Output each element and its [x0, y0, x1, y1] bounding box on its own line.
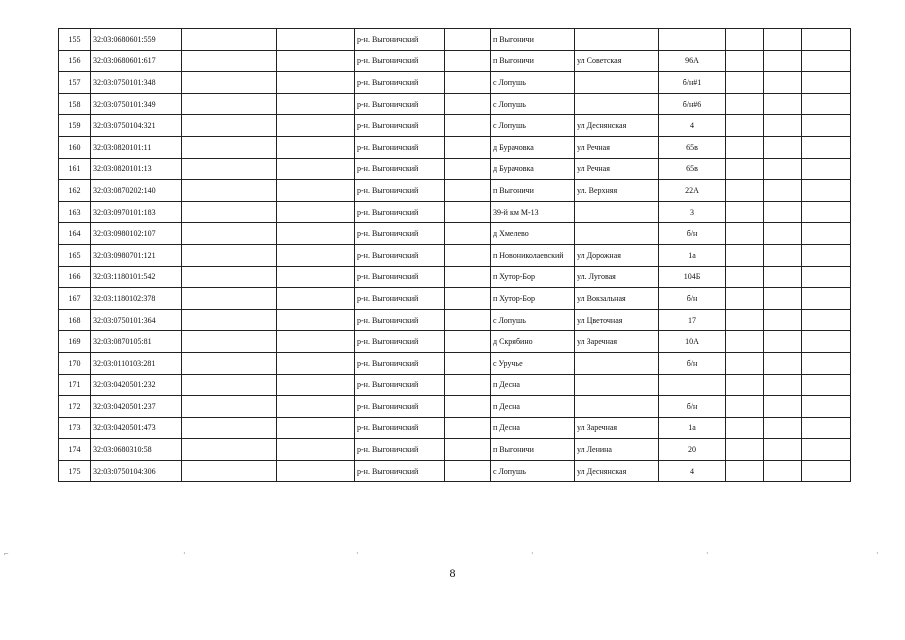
table-row	[59, 417, 851, 439]
scan-speck: ·	[183, 549, 186, 558]
row-number-cell: 169	[59, 331, 91, 353]
empty-cell	[277, 201, 355, 223]
row-number-cell: 171	[59, 374, 91, 396]
cadastral-number-cell: 32:03:0980701:121	[91, 244, 182, 266]
cadastral-number-cell: 32:03:0420501:237	[91, 396, 182, 418]
empty-cell	[726, 460, 764, 482]
empty-cell	[726, 93, 764, 115]
settlement-cell: п Выгоничи	[491, 180, 575, 202]
settlement-cell: с Уручье	[491, 352, 575, 374]
house-number-cell: 1а	[659, 244, 726, 266]
empty-cell	[182, 136, 277, 158]
district-cell: р-н. Выгоничский	[355, 158, 445, 180]
empty-cell	[277, 309, 355, 331]
empty-cell	[764, 439, 802, 461]
settlement-cell: п Выгоничи	[491, 439, 575, 461]
scan-speck: ·	[706, 549, 709, 558]
district-cell: р-н. Выгоничский	[355, 223, 445, 245]
empty-cell	[726, 50, 764, 72]
district-cell: р-н. Выгоничский	[355, 309, 445, 331]
street-cell	[575, 29, 659, 51]
settlement-cell: с Лопушь	[491, 309, 575, 331]
row-number-cell: 168	[59, 309, 91, 331]
street-cell: ул Речная	[575, 158, 659, 180]
table-row	[59, 72, 851, 94]
cadastral-number-cell: 32:03:0750101:364	[91, 309, 182, 331]
district-cell: р-н. Выгоничский	[355, 460, 445, 482]
settlement-cell: п Выгоничи	[491, 29, 575, 51]
cadastral-number-cell: 32:03:1180102:378	[91, 288, 182, 310]
empty-cell	[445, 180, 491, 202]
street-cell: ул Дорожная	[575, 244, 659, 266]
empty-cell	[277, 460, 355, 482]
cadastral-number-cell: 32:03:0420501:473	[91, 417, 182, 439]
street-cell	[575, 374, 659, 396]
table-row	[59, 93, 851, 115]
house-number-cell: б/н#1	[659, 72, 726, 94]
empty-cell	[764, 460, 802, 482]
house-number-cell: 65в	[659, 136, 726, 158]
empty-cell	[726, 352, 764, 374]
empty-cell	[802, 352, 851, 374]
cadastral-number-cell: 32:03:0820101:11	[91, 136, 182, 158]
empty-cell	[277, 115, 355, 137]
empty-cell	[726, 223, 764, 245]
empty-cell	[182, 72, 277, 94]
empty-cell	[445, 50, 491, 72]
empty-cell	[802, 50, 851, 72]
empty-cell	[726, 309, 764, 331]
row-number-cell: 167	[59, 288, 91, 310]
empty-cell	[802, 201, 851, 223]
empty-cell	[764, 396, 802, 418]
cadastral-number-cell: 32:03:0820101:13	[91, 158, 182, 180]
empty-cell	[726, 180, 764, 202]
empty-cell	[726, 244, 764, 266]
empty-cell	[182, 309, 277, 331]
empty-cell	[277, 244, 355, 266]
empty-cell	[445, 374, 491, 396]
cadastral-number-cell: 32:03:0420501:232	[91, 374, 182, 396]
empty-cell	[802, 158, 851, 180]
empty-cell	[277, 158, 355, 180]
cadastral-number-cell: 32:03:0680310:58	[91, 439, 182, 461]
empty-cell	[277, 266, 355, 288]
district-cell: р-н. Выгоничский	[355, 29, 445, 51]
empty-cell	[277, 72, 355, 94]
empty-cell	[802, 460, 851, 482]
house-number-cell	[659, 29, 726, 51]
empty-cell	[182, 29, 277, 51]
street-cell	[575, 201, 659, 223]
settlement-cell: 39-й км М-13	[491, 201, 575, 223]
empty-cell	[802, 72, 851, 94]
settlement-cell: п Десна	[491, 396, 575, 418]
empty-cell	[445, 115, 491, 137]
table-row	[59, 180, 851, 202]
cadastral-number-cell: 32:03:0970101:183	[91, 201, 182, 223]
table-row	[59, 266, 851, 288]
empty-cell	[182, 331, 277, 353]
empty-cell	[726, 288, 764, 310]
house-number-cell	[659, 374, 726, 396]
house-number-cell: б/н#6	[659, 93, 726, 115]
empty-cell	[182, 93, 277, 115]
row-number-cell: 158	[59, 93, 91, 115]
table-row	[59, 50, 851, 72]
empty-cell	[802, 417, 851, 439]
empty-cell	[277, 439, 355, 461]
settlement-cell: с Лопушь	[491, 460, 575, 482]
table-row	[59, 115, 851, 137]
settlement-cell: п Десна	[491, 417, 575, 439]
empty-cell	[277, 136, 355, 158]
row-number-cell: 170	[59, 352, 91, 374]
district-cell: р-н. Выгоничский	[355, 136, 445, 158]
settlement-cell: д Бурачовка	[491, 158, 575, 180]
cadastral-number-cell: 32:03:0750104:306	[91, 460, 182, 482]
settlement-cell: с Лопушь	[491, 115, 575, 137]
district-cell: р-н. Выгоничский	[355, 331, 445, 353]
empty-cell	[182, 50, 277, 72]
empty-cell	[182, 288, 277, 310]
empty-cell	[445, 29, 491, 51]
empty-cell	[764, 374, 802, 396]
empty-cell	[764, 417, 802, 439]
row-number-cell: 161	[59, 158, 91, 180]
empty-cell	[726, 158, 764, 180]
empty-cell	[182, 180, 277, 202]
empty-cell	[802, 331, 851, 353]
house-number-cell: 4	[659, 460, 726, 482]
empty-cell	[764, 223, 802, 245]
empty-cell	[764, 93, 802, 115]
empty-cell	[726, 29, 764, 51]
empty-cell	[802, 309, 851, 331]
empty-cell	[277, 374, 355, 396]
street-cell: ул Деснянская	[575, 460, 659, 482]
cadastral-number-cell: 32:03:0980102:107	[91, 223, 182, 245]
table-row	[59, 396, 851, 418]
empty-cell	[277, 288, 355, 310]
empty-cell	[802, 136, 851, 158]
empty-cell	[802, 29, 851, 51]
house-number-cell: 104Б	[659, 266, 726, 288]
empty-cell	[764, 115, 802, 137]
table-row	[59, 309, 851, 331]
empty-cell	[802, 180, 851, 202]
empty-cell	[802, 288, 851, 310]
empty-cell	[726, 374, 764, 396]
cadastral-number-cell: 32:03:0680601:617	[91, 50, 182, 72]
empty-cell	[445, 266, 491, 288]
empty-cell	[277, 396, 355, 418]
empty-cell	[445, 93, 491, 115]
district-cell: р-н. Выгоничский	[355, 352, 445, 374]
street-cell	[575, 396, 659, 418]
empty-cell	[445, 309, 491, 331]
cadastral-number-cell: 32:03:0680601:559	[91, 29, 182, 51]
row-number-cell: 156	[59, 50, 91, 72]
empty-cell	[182, 396, 277, 418]
empty-cell	[802, 93, 851, 115]
empty-cell	[445, 352, 491, 374]
settlement-cell: п Выгоничи	[491, 50, 575, 72]
row-number-cell: 174	[59, 439, 91, 461]
street-cell	[575, 93, 659, 115]
empty-cell	[445, 201, 491, 223]
street-cell: ул Цветочная	[575, 309, 659, 331]
street-cell: ул Заречная	[575, 331, 659, 353]
empty-cell	[445, 158, 491, 180]
row-number-cell: 165	[59, 244, 91, 266]
street-cell: ул Заречная	[575, 417, 659, 439]
settlement-cell: д Скрябино	[491, 331, 575, 353]
empty-cell	[182, 201, 277, 223]
empty-cell	[802, 374, 851, 396]
table-row	[59, 352, 851, 374]
empty-cell	[277, 93, 355, 115]
settlement-cell: п Хутор-Бор	[491, 288, 575, 310]
scan-speck: ·	[876, 549, 879, 558]
empty-cell	[726, 115, 764, 137]
empty-cell	[182, 266, 277, 288]
street-cell: ул. Верхняя	[575, 180, 659, 202]
empty-cell	[445, 72, 491, 94]
street-cell: ул Советская	[575, 50, 659, 72]
street-cell: ул Речная	[575, 136, 659, 158]
district-cell: р-н. Выгоничский	[355, 288, 445, 310]
cadastral-number-cell: 32:03:0870105:81	[91, 331, 182, 353]
empty-cell	[182, 460, 277, 482]
settlement-cell: п Десна	[491, 374, 575, 396]
empty-cell	[802, 115, 851, 137]
empty-cell	[764, 50, 802, 72]
cadastral-number-cell: 32:03:0750101:349	[91, 93, 182, 115]
house-number-cell: б/н	[659, 352, 726, 374]
empty-cell	[802, 244, 851, 266]
empty-cell	[726, 439, 764, 461]
empty-cell	[445, 460, 491, 482]
district-cell: р-н. Выгоничский	[355, 266, 445, 288]
row-number-cell: 162	[59, 180, 91, 202]
empty-cell	[764, 201, 802, 223]
table-row	[59, 201, 851, 223]
empty-cell	[182, 374, 277, 396]
empty-cell	[445, 417, 491, 439]
row-number-cell: 155	[59, 29, 91, 51]
empty-cell	[182, 223, 277, 245]
scan-speck: ⌐	[4, 549, 9, 558]
district-cell: р-н. Выгоничский	[355, 180, 445, 202]
empty-cell	[277, 223, 355, 245]
row-number-cell: 175	[59, 460, 91, 482]
district-cell: р-н. Выгоничский	[355, 50, 445, 72]
house-number-cell: 4	[659, 115, 726, 137]
empty-cell	[182, 439, 277, 461]
house-number-cell: 10А	[659, 331, 726, 353]
empty-cell	[182, 158, 277, 180]
house-number-cell: 96А	[659, 50, 726, 72]
district-cell: р-н. Выгоничский	[355, 72, 445, 94]
empty-cell	[802, 223, 851, 245]
district-cell: р-н. Выгоничский	[355, 115, 445, 137]
district-cell: р-н. Выгоничский	[355, 374, 445, 396]
street-cell: ул Вокзальная	[575, 288, 659, 310]
registry-body	[59, 29, 851, 482]
empty-cell	[802, 266, 851, 288]
empty-cell	[445, 136, 491, 158]
settlement-cell: с Лопушь	[491, 72, 575, 94]
empty-cell	[764, 331, 802, 353]
empty-cell	[445, 288, 491, 310]
house-number-cell: б/н	[659, 223, 726, 245]
table-row	[59, 158, 851, 180]
empty-cell	[726, 417, 764, 439]
district-cell: р-н. Выгоничский	[355, 244, 445, 266]
table-row	[59, 331, 851, 353]
empty-cell	[726, 331, 764, 353]
scan-speck: ·	[531, 549, 534, 558]
empty-cell	[802, 439, 851, 461]
table-row	[59, 439, 851, 461]
empty-cell	[445, 396, 491, 418]
street-cell: ул Деснянская	[575, 115, 659, 137]
row-number-cell: 166	[59, 266, 91, 288]
empty-cell	[726, 72, 764, 94]
house-number-cell: 1а	[659, 417, 726, 439]
empty-cell	[182, 417, 277, 439]
settlement-cell: п Новониколаевский	[491, 244, 575, 266]
cadastral-number-cell: 32:03:1180101:542	[91, 266, 182, 288]
house-number-cell: 20	[659, 439, 726, 461]
street-cell	[575, 352, 659, 374]
empty-cell	[277, 331, 355, 353]
cadastral-number-cell: 32:03:0750104:321	[91, 115, 182, 137]
empty-cell	[764, 288, 802, 310]
empty-cell	[764, 180, 802, 202]
empty-cell	[764, 309, 802, 331]
registry-table	[58, 28, 851, 482]
empty-cell	[764, 72, 802, 94]
empty-cell	[182, 244, 277, 266]
settlement-cell: п Хутор-Бор	[491, 266, 575, 288]
empty-cell	[445, 439, 491, 461]
empty-cell	[802, 396, 851, 418]
table-row	[59, 29, 851, 51]
row-number-cell: 157	[59, 72, 91, 94]
empty-cell	[277, 29, 355, 51]
row-number-cell: 160	[59, 136, 91, 158]
table-row	[59, 460, 851, 482]
street-cell	[575, 72, 659, 94]
row-number-cell: 163	[59, 201, 91, 223]
house-number-cell: б/н	[659, 396, 726, 418]
street-cell: ул. Луговая	[575, 266, 659, 288]
empty-cell	[764, 136, 802, 158]
cadastral-number-cell: 32:03:0110103:281	[91, 352, 182, 374]
empty-cell	[764, 244, 802, 266]
page-number: 8	[449, 566, 456, 580]
house-number-cell: 17	[659, 309, 726, 331]
empty-cell	[445, 331, 491, 353]
table-row	[59, 136, 851, 158]
table-row	[59, 374, 851, 396]
empty-cell	[726, 266, 764, 288]
empty-cell	[445, 223, 491, 245]
empty-cell	[764, 266, 802, 288]
district-cell: р-н. Выгоничский	[355, 201, 445, 223]
empty-cell	[445, 244, 491, 266]
district-cell: р-н. Выгоничский	[355, 396, 445, 418]
house-number-cell: 65в	[659, 158, 726, 180]
settlement-cell: с Лопушь	[491, 93, 575, 115]
cadastral-number-cell: 32:03:0870202:140	[91, 180, 182, 202]
empty-cell	[277, 180, 355, 202]
empty-cell	[277, 417, 355, 439]
empty-cell	[182, 115, 277, 137]
empty-cell	[277, 50, 355, 72]
row-number-cell: 172	[59, 396, 91, 418]
district-cell: р-н. Выгоничский	[355, 439, 445, 461]
scan-speck: ·	[356, 549, 359, 558]
empty-cell	[277, 352, 355, 374]
house-number-cell: б/н	[659, 288, 726, 310]
empty-cell	[764, 352, 802, 374]
row-number-cell: 173	[59, 417, 91, 439]
empty-cell	[182, 352, 277, 374]
table-row	[59, 244, 851, 266]
district-cell: р-н. Выгоничский	[355, 93, 445, 115]
empty-cell	[726, 201, 764, 223]
house-number-cell: 22А	[659, 180, 726, 202]
street-cell: ул Ленина	[575, 439, 659, 461]
district-cell: р-н. Выгоничский	[355, 417, 445, 439]
row-number-cell: 164	[59, 223, 91, 245]
table-row	[59, 288, 851, 310]
empty-cell	[726, 136, 764, 158]
empty-cell	[764, 158, 802, 180]
row-number-cell: 159	[59, 115, 91, 137]
empty-cell	[764, 29, 802, 51]
street-cell	[575, 223, 659, 245]
house-number-cell: 3	[659, 201, 726, 223]
empty-cell	[726, 396, 764, 418]
settlement-cell: д Хмелево	[491, 223, 575, 245]
table-row	[59, 223, 851, 245]
cadastral-number-cell: 32:03:0750101:348	[91, 72, 182, 94]
settlement-cell: д Бурачовка	[491, 136, 575, 158]
